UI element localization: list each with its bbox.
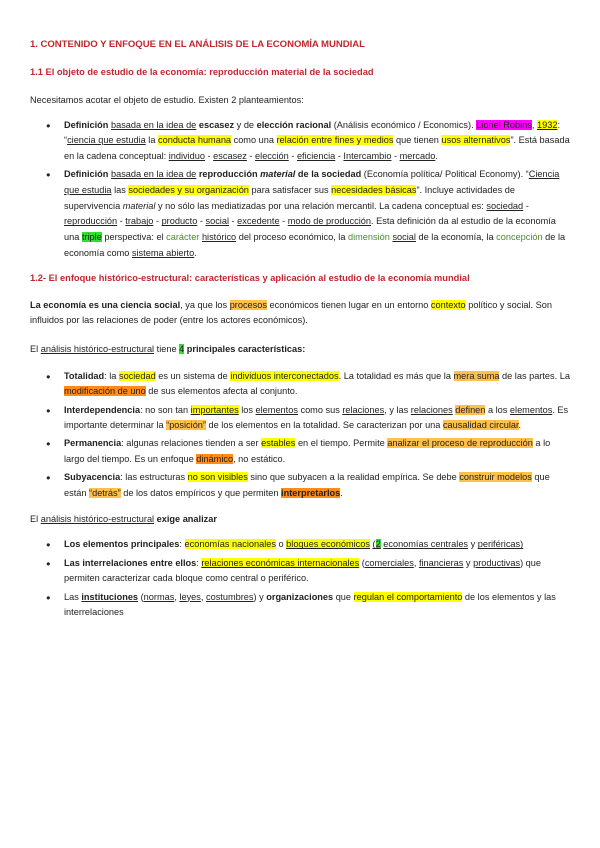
text-run: conducta humana xyxy=(158,135,232,146)
text-run: que tienen xyxy=(393,135,442,146)
list-item xyxy=(64,118,570,165)
section-title: 1. CONTENIDO Y ENFOQUE EN EL ANÁLISIS DE LA ECONOMÍA MUNDIAL xyxy=(30,39,365,50)
text-run: sistema abierto xyxy=(131,247,195,258)
text-run: productivas xyxy=(473,557,521,568)
text-run: sino que subyacen a la realidad empírica. Se debe xyxy=(247,472,460,483)
subsection-title: 1.2- El enfoque histórico-estructural: características y aplicación al estudio de la economía mundial xyxy=(30,272,470,283)
text-run: , y las xyxy=(384,404,411,415)
text-run: económicos tienen lugar en un entorno xyxy=(266,299,431,310)
text-run: Interdependencia xyxy=(64,404,141,415)
text-run: individuos interconectados xyxy=(230,370,339,381)
text-run: del proceso económico, la xyxy=(236,232,348,243)
text-run: Subyacencia xyxy=(64,472,121,483)
text-run: de los elementos en la totalidad. Se caracterizan por una xyxy=(205,420,443,431)
text-run: comerciales xyxy=(364,557,414,568)
text-run: mercado xyxy=(399,151,436,162)
text-run: economías centrales xyxy=(383,539,469,550)
list-item xyxy=(64,167,570,261)
text-run: de la economía como xyxy=(64,232,566,258)
text-run: El xyxy=(30,513,41,524)
text-run: excedente xyxy=(237,216,280,227)
text-run: o xyxy=(275,539,287,550)
text-run: . xyxy=(435,151,438,162)
text-run: exige analizar xyxy=(154,513,217,524)
list-item xyxy=(64,403,570,434)
text-run: periféricas xyxy=(477,539,521,550)
text-run: “posición” xyxy=(166,420,206,431)
text-run: : algunas relaciones tienden a ser xyxy=(121,438,262,449)
text-run: sociedad xyxy=(486,200,524,211)
text-run: que xyxy=(333,591,354,602)
text-run: tiene xyxy=(154,343,180,354)
text-run: , xyxy=(174,591,180,602)
text-run: contexto xyxy=(430,299,466,310)
text-run: eficiencia xyxy=(296,151,336,162)
text-run: - xyxy=(153,216,162,227)
text-run: (Análisis económico / Economics). xyxy=(331,119,477,130)
text-run: importantes xyxy=(190,404,239,415)
text-run: normas xyxy=(143,591,175,602)
text-run: mera suma xyxy=(453,370,500,381)
text-run: a lo largo del tiempo. Es un enfoque xyxy=(64,438,551,465)
text-run: elección xyxy=(255,151,289,162)
text-run: producto xyxy=(161,216,198,227)
text-run: “detrás” xyxy=(89,488,121,499)
text-run: trabajo xyxy=(125,216,154,227)
text-run: Definición xyxy=(64,169,109,180)
text-run: 4 xyxy=(179,343,185,354)
text-run: : xyxy=(179,539,185,550)
text-run: ) que permiten caracterizar cada bloque como central o periférico. xyxy=(64,557,542,584)
text-run: causalidad circular xyxy=(442,420,519,431)
text-run: , xyxy=(531,119,535,130)
text-run: analizar el proceso de reproducción xyxy=(387,438,533,449)
text-run: leyes xyxy=(179,591,201,602)
text-run: - xyxy=(279,216,288,227)
text-run: análisis histórico-estructural xyxy=(40,343,155,354)
text-run: ( xyxy=(359,557,365,568)
list-item xyxy=(64,436,570,467)
text-run: , ya que los xyxy=(180,299,230,310)
text-run: que están xyxy=(64,472,550,499)
text-run: principales características: xyxy=(184,343,306,354)
text-run: de la sociedad xyxy=(295,169,362,180)
text-run: - xyxy=(288,151,297,162)
text-run: y xyxy=(468,539,478,550)
text-run: en el tiempo. Permite xyxy=(295,438,388,449)
text-run: . xyxy=(340,488,343,499)
list-item xyxy=(64,590,570,621)
text-run: - xyxy=(523,200,529,211)
text-run: relaciones xyxy=(342,404,385,415)
text-run: financieras xyxy=(418,557,464,568)
text-run: ciencia que estudia xyxy=(67,135,146,146)
text-run: costumbres xyxy=(205,591,254,602)
text-run: Las xyxy=(64,591,82,602)
text-run: elección racional xyxy=(256,119,332,130)
text-run: ”. Incluye actividades de supervivencia xyxy=(64,185,516,211)
characteristics-list xyxy=(30,369,570,502)
text-run: 1932 xyxy=(537,119,558,130)
text-run: - xyxy=(229,216,238,227)
text-run: , xyxy=(413,557,419,568)
text-run: concepción xyxy=(496,232,543,243)
text-run: - xyxy=(117,216,126,227)
text-run: y de xyxy=(234,119,257,130)
text-run: ) y xyxy=(253,591,267,602)
text-run: - xyxy=(246,151,256,162)
text-run: social xyxy=(205,216,229,227)
text-run: Definición xyxy=(64,119,109,130)
analysis-list xyxy=(30,537,570,621)
intro-paragraph: Necesitamos acotar el objeto de estudio. Existen 2 planteamientos: xyxy=(30,95,304,105)
text-run: análisis histórico-estructural xyxy=(40,513,155,524)
text-run: bloques económicos xyxy=(286,539,370,550)
text-run: regulan el comportamiento xyxy=(353,591,463,602)
text-run: ) xyxy=(520,539,524,550)
text-run: Permanencia xyxy=(64,438,122,449)
text-run: estables xyxy=(261,438,296,449)
text-run: ( xyxy=(372,539,376,550)
text-run: - xyxy=(204,151,214,162)
text-run: modificación de uno xyxy=(64,386,146,397)
text-run: construir modelos xyxy=(459,472,532,483)
text-run: como una xyxy=(231,135,277,146)
text-run: definen xyxy=(455,404,486,415)
text-run: perspectiva: el xyxy=(101,232,167,243)
text-run: , xyxy=(200,591,206,602)
text-run: para satisfacer sus xyxy=(248,185,332,196)
text-run: escasez xyxy=(213,151,247,162)
text-run: : las estructuras xyxy=(120,472,188,483)
text-run: ”. Está basada en la cadena conceptual: xyxy=(64,135,570,162)
text-run: no son visibles xyxy=(187,472,248,483)
text-run: reproducción xyxy=(198,169,261,180)
text-run: relaciones xyxy=(410,404,453,415)
list-item xyxy=(64,537,570,553)
text-run: . La totalidad es más que la xyxy=(338,370,454,381)
text-run: triple xyxy=(81,232,102,243)
text-run: . Es importante determinar la xyxy=(64,404,569,431)
text-run: las xyxy=(111,185,129,196)
text-run: de los datos empíricos y que permiten xyxy=(120,488,282,499)
text-run: basada en la idea de xyxy=(110,169,197,180)
text-run: los xyxy=(238,404,256,415)
list-item xyxy=(64,369,570,400)
text-run: y no sólo las mediatizadas por una relación mercantil. La cadena conceptual es: xyxy=(155,200,487,211)
text-run: Las interrelaciones entre ellos xyxy=(64,557,197,568)
text-run: - xyxy=(391,151,400,162)
text-run: relaciones económicas internacionales xyxy=(201,557,360,568)
paragraph xyxy=(30,298,570,329)
text-run: sociedad xyxy=(118,370,156,381)
text-run: la xyxy=(145,135,158,146)
text-run: ( xyxy=(138,591,144,602)
text-run: El xyxy=(30,343,41,354)
text-run: : la xyxy=(104,370,119,381)
paragraph xyxy=(30,512,570,528)
text-run: carácter xyxy=(166,232,200,243)
text-run: 2 xyxy=(375,539,381,550)
text-run: a los xyxy=(485,404,510,415)
text-run: y xyxy=(463,557,474,568)
text-run: procesos xyxy=(229,299,267,310)
text-run: dimensión xyxy=(348,232,390,243)
text-run: de la economía, la xyxy=(415,232,497,243)
text-run: Ciencia que estudia xyxy=(64,169,560,196)
text-run: . xyxy=(518,420,522,431)
text-run: sociedades y su organización xyxy=(128,185,249,196)
text-run: - xyxy=(197,216,206,227)
list-item xyxy=(64,556,570,587)
text-run: Lionel Robins xyxy=(476,119,532,130)
text-run: : xyxy=(196,557,202,568)
text-run: reproducción xyxy=(64,216,118,227)
text-run: Los elementos principales xyxy=(64,539,180,550)
text-run: elementos xyxy=(255,404,298,415)
subsection-title: 1.1 El objeto de estudio de la economía: reproducción material de la sociedad xyxy=(30,67,374,77)
text-run: , no estático. xyxy=(233,454,286,465)
text-run: economías nacionales xyxy=(184,539,276,550)
text-run: material xyxy=(260,169,296,180)
paragraph xyxy=(30,342,570,358)
text-run: . xyxy=(194,247,197,258)
text-run: necesidades básicas xyxy=(331,185,417,196)
text-run: - xyxy=(335,151,344,162)
text-run xyxy=(199,169,361,179)
text-run: interpretarlos xyxy=(281,488,341,499)
text-run: de sus elementos afecta al conjunto. xyxy=(145,386,298,397)
text-run: La economía es una ciencia social xyxy=(30,299,181,310)
text-run: : no son tan xyxy=(140,404,191,415)
definitions-list xyxy=(30,118,570,262)
text-run: organizaciones xyxy=(266,591,334,602)
text-run: elementos xyxy=(509,404,553,415)
text-run: de las partes. La xyxy=(499,370,570,381)
text-run: : “ xyxy=(64,119,561,146)
text-run: escasez xyxy=(198,119,235,130)
text-run: de los elementos y las interrelaciones xyxy=(64,591,556,618)
text-run: relación entre fines y medios xyxy=(276,135,394,146)
text-run: político y social. Son influidos por las relaciones de poder (entre los actores económicos). xyxy=(30,299,552,326)
text-run: Intercambio xyxy=(343,151,392,162)
text-run: social xyxy=(392,232,416,243)
text-run: Totalidad xyxy=(64,370,105,381)
text-run: instituciones xyxy=(81,591,139,602)
text-run: basada en la idea de xyxy=(110,119,197,130)
text-run: . Esta definición da al estudio de la economía una xyxy=(64,216,556,243)
text-run: dinámico xyxy=(196,454,234,465)
list-item xyxy=(64,470,570,501)
text-run: individuo xyxy=(168,151,205,162)
text-run: modo de producción xyxy=(287,216,372,227)
text-run: es un sistema de xyxy=(155,370,231,381)
text-run: usos alternativos xyxy=(441,135,511,146)
text-run: (Economía política/ Political Economy). “ xyxy=(361,169,529,180)
text-run: como sus xyxy=(297,404,343,415)
text-run: material xyxy=(122,200,156,211)
text-run: histórico xyxy=(201,232,237,243)
